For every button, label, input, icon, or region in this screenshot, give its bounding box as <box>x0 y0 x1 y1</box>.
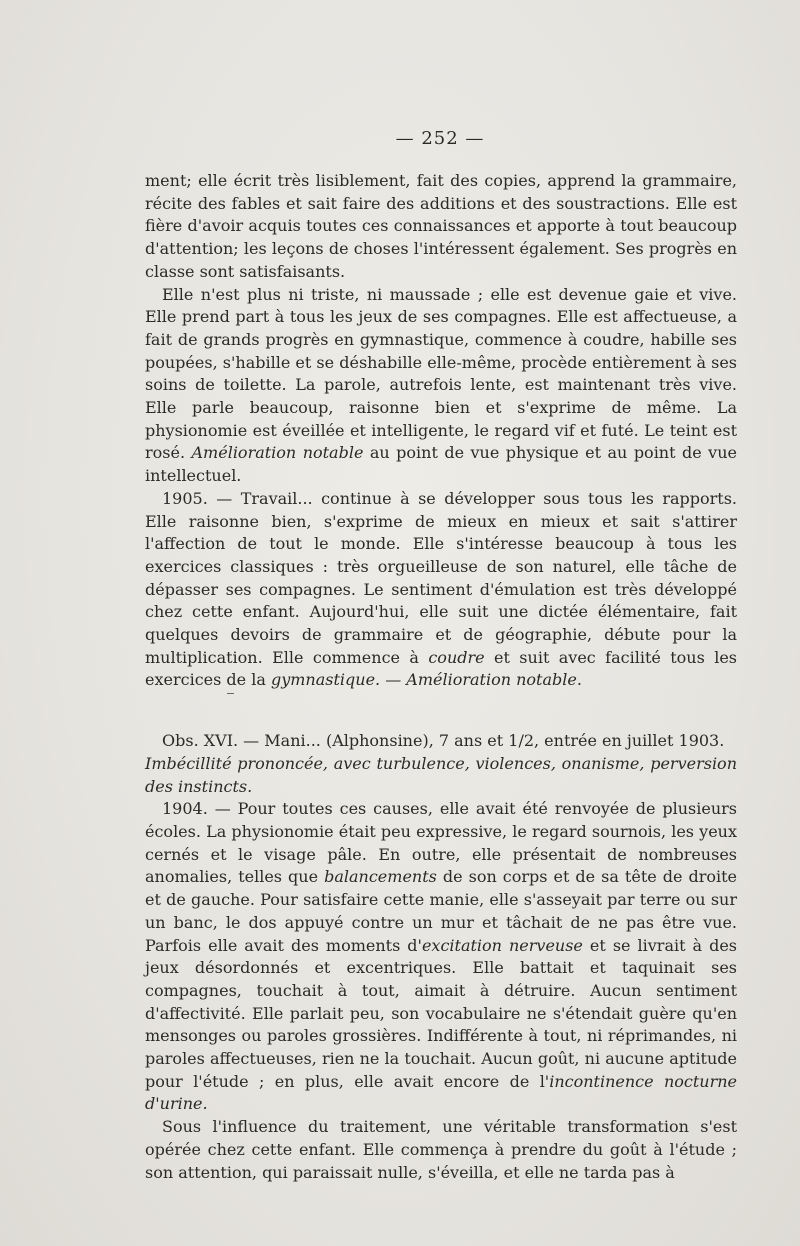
paragraph-text: 1904. — Pour toutes ces causes, elle avait été renvoyée de plusieurs écoles. La physionomie était peu expressive, le regard sournois, les yeux cernés et le visage pâle. En outre, elle présentait de nombreuses anomalies, telles que <box>145 799 737 887</box>
paragraph-text: Elle n'est plus ni triste, ni maussade ; elle est devenue gaie et vive. Elle prend part à tous les jeux de ses compagnes. Elle est affectueuse, a fait de grands progrès en gymnastique, commence à coudre, habille ses poupées, s'habille et se déshabille elle-même, procède entièrement à ses soins de toilette. La parole, autrefois lente, est maintenant très vive. Elle parle beaucoup, raisonne bien et s'exprime de même. La physionomie est éveillée et intelligente, le regard vif et futé. Le teint est rosé. <box>145 284 737 463</box>
italic-phrase: excitation nerveuse <box>421 935 583 955</box>
paragraph-text: de son corps et de sa tête de droite et de gauche. Pour satisfaire cette manie, elle s'asseyait par terre ou sur un banc, le dos appuyé contre un mur et tâchait de ne pas être vue. Parfois elle avait des moments d' <box>145 867 738 955</box>
paragraph-text: et suit avec facilité tous les exercices de la <box>145 647 738 690</box>
section-gap <box>145 692 737 730</box>
italic-phrase: Imbécillité prononcée, avec turbulence, violences, onanisme, perversion des instincts. <box>145 753 737 796</box>
paragraph-progress <box>145 284 737 488</box>
paragraph-text: au point de vue physique et au point de vue intellectuel. <box>145 443 737 486</box>
italic-phrase: incontinence nocturne d'urine. <box>145 1071 738 1114</box>
paragraph-text: et se livrait à des jeux désordonnés et excentriques. Elle battait et taquinait ses compagnes, touchait à tout, aimait à détruire. Aucun sentiment d'affectivité. Elle parlait peu, son vocabulaire ne s'étendait guère qu'en mensonges ou paroles grossières. Indifférente à tout, ni réprimandes, ni paroles affectueuses, rien ne la touchait. Aucun goût, ni aucune aptitude pour l'étude ; en plus, elle avait encore de l' <box>145 935 737 1091</box>
observation-subtitle <box>145 753 737 798</box>
document-body <box>145 170 737 1184</box>
paragraph-1905 <box>145 488 737 692</box>
italic-phrase: coudre <box>428 647 485 667</box>
paragraph-1904 <box>145 798 737 1116</box>
italic-phrase: balancements <box>324 867 437 887</box>
page-number: — 252 — <box>395 128 485 149</box>
paragraph-treatment: Sous l'influence du traitement, une véritable transformation s'est opérée chez cette enfant. Elle commença à prendre du goût à l'étude ; son attention, qui paraissait nulle, s'éveilla, et elle ne tarda pas à <box>145 1117 737 1182</box>
paragraph-continuation: ment; elle écrit très lisiblement, fait des copies, apprend la grammaire, récite des fables et sait faire des additions et des soustractions. Elle est fière d'avoir acquis toutes ces connaissances et apporte à tout beaucoup d'attention; les leçons de choses l'intéressent également. Ses progrès en classe sont satisfaisants. <box>145 171 737 281</box>
italic-phrase: Amélioration notable <box>191 443 364 463</box>
observation-title: Obs. XVI. — Mani... (Alphonsine), 7 ans et 1/2, entrée en juillet 1903. <box>162 731 725 751</box>
italic-phrase: gymnastique. — Amélioration notable. <box>270 670 582 690</box>
paragraph-text: 1905. — Travail... continue à se développer sous tous les rapports. Elle raisonne bien, s'exprime de mieux en mieux et sait s'attirer l'affection de tout le monde. Elle s'intéresse beaucoup à tous les exercices classiques : très orgueilleuse de son naturel, elle tâche de dépasser ses compagnes. Le sentiment d'émulation est très développé chez cette enfant. Aujourd'hui, elle suit une dictée élémentaire, fait quelques devoirs de grammaire et de géographie, débute pour la multiplication. Elle commence à <box>145 488 737 667</box>
